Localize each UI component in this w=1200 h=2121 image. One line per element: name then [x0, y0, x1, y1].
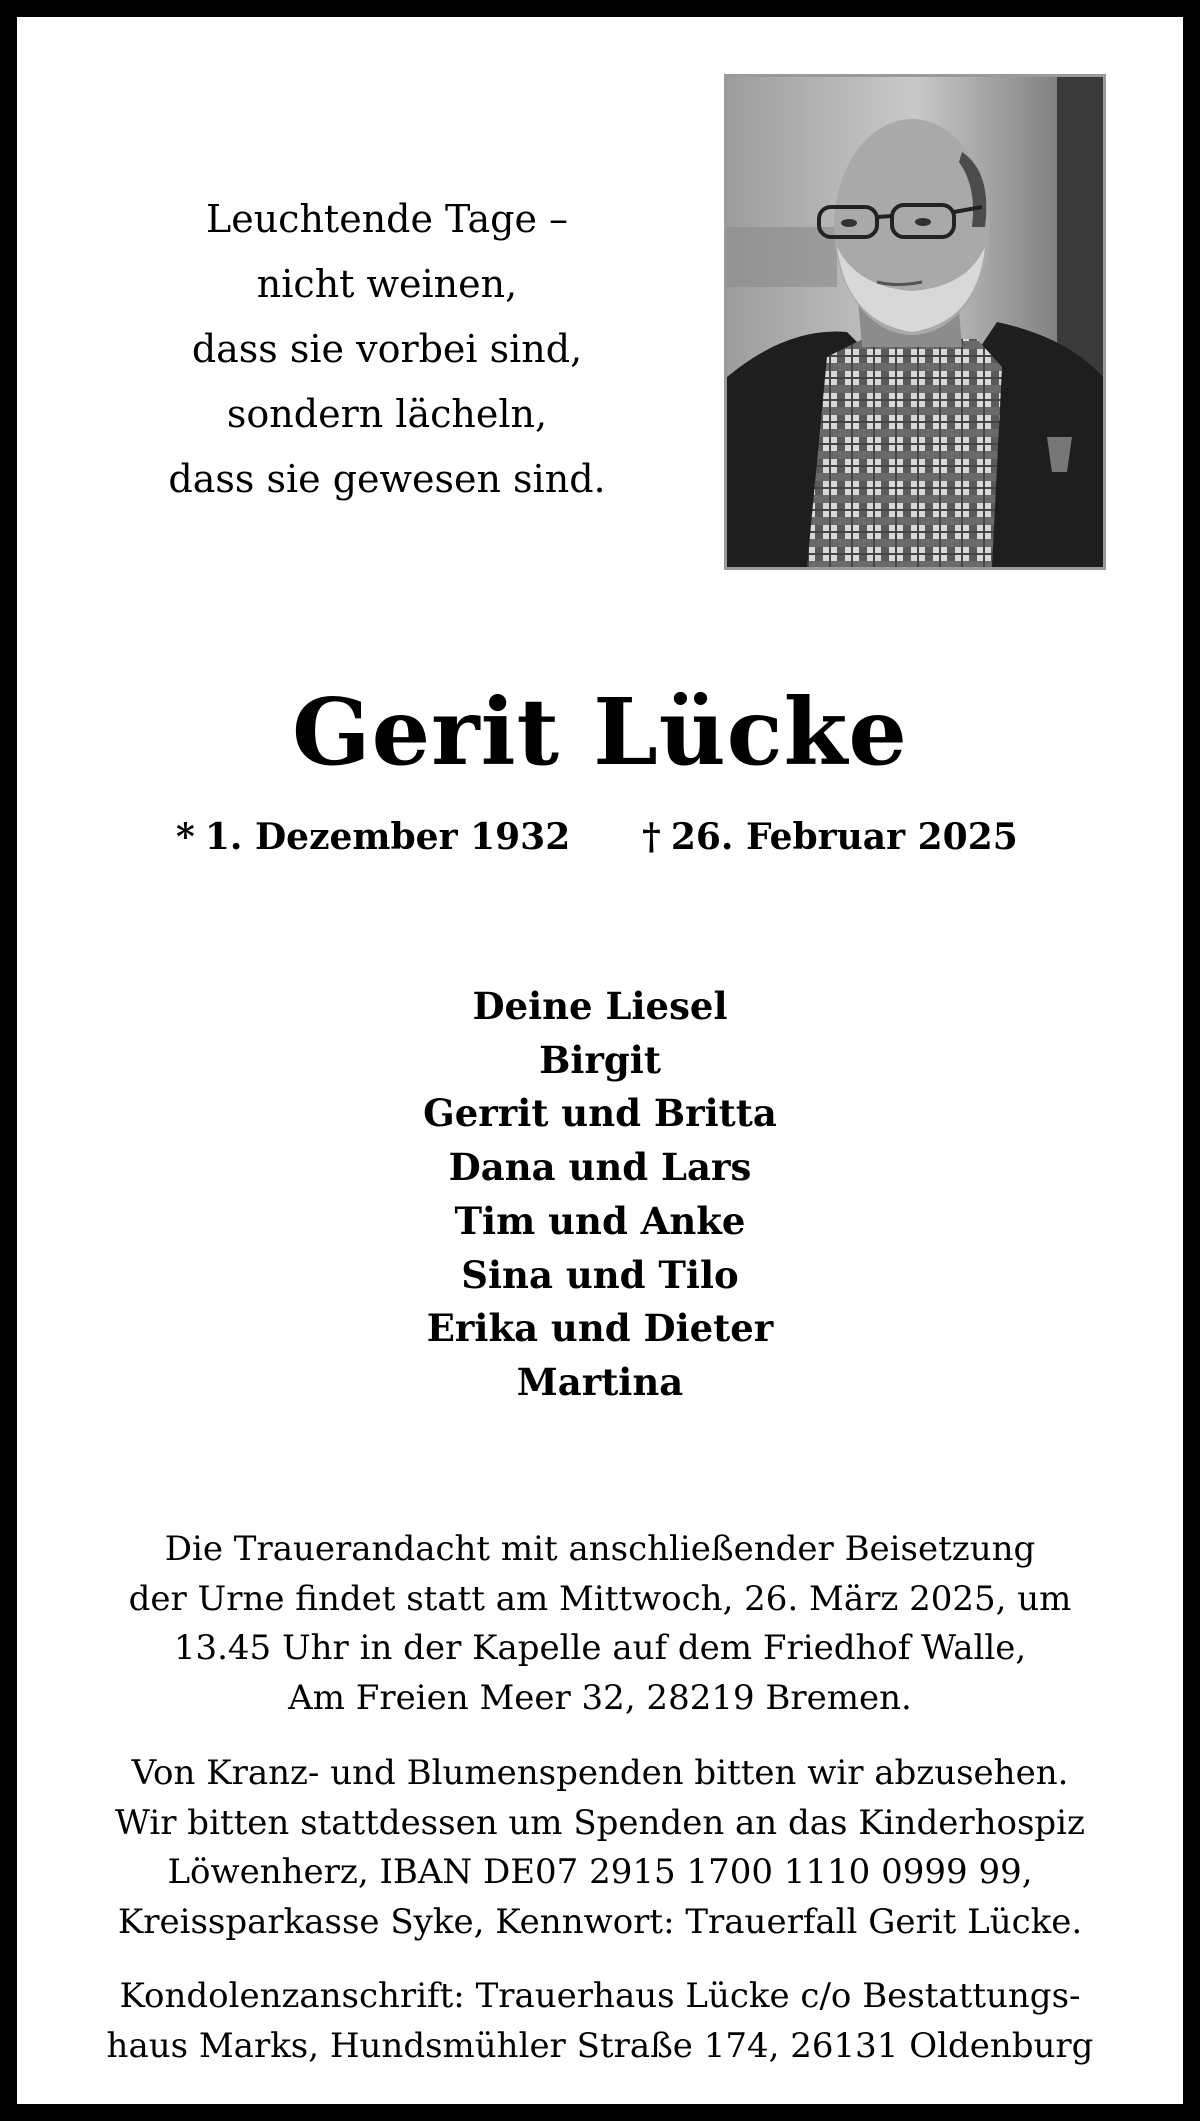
death-date — [642, 812, 1018, 862]
condolence-address — [37, 1972, 1163, 2071]
condolence-line: Kondolenzanschrift: Trauerhaus Lücke c/o Bestattungs- — [119, 1976, 1081, 2016]
family-member: Birgit — [539, 1037, 661, 1082]
donation-line: Von Kranz- und Blumenspenden bitten wir abzusehen. — [131, 1753, 1069, 1793]
condolence-line: haus Marks, Hundsmühler Straße 174, 26131 Oldenburg — [106, 2025, 1094, 2066]
quote-line: dass sie gewesen sind. — [168, 457, 606, 501]
death-date-text: 26. Februar 2025 — [670, 816, 1018, 858]
family-member: Dana und Lars — [448, 1145, 752, 1190]
obituary-notice — [17, 17, 1183, 2104]
family-member: Martina — [516, 1359, 684, 1404]
family-list — [17, 980, 1183, 1410]
quote-line: Leuchtende Tage – — [205, 197, 569, 241]
donation-line: Löwenherz, IBAN DE07 2915 1700 1110 0999 99, — [167, 1852, 1033, 1892]
service-line: Am Freien Meer 32, 28219 Bremen. — [288, 1677, 912, 1718]
family-member: Sina und Tilo — [461, 1252, 739, 1297]
service-line: Die Trauerandacht mit anschließender Beisetzung — [164, 1529, 1036, 1569]
memorial-quote — [127, 187, 647, 512]
portrait-photo — [724, 74, 1106, 570]
portrait-image — [727, 77, 1103, 567]
service-line: 13.45 Uhr in der Kapelle auf dem Friedhof Walle, — [173, 1628, 1027, 1668]
donation-line: Wir bitten stattdessen um Spenden an das Kinderhospiz — [115, 1802, 1085, 1843]
quote-line: nicht weinen, — [256, 262, 518, 306]
donation-info — [37, 1749, 1163, 1947]
death-cross-icon: † — [642, 816, 661, 858]
family-member: Gerrit und Britta — [423, 1091, 777, 1136]
birth-star-icon: * — [176, 816, 195, 858]
deceased-name: Gerit Lücke — [292, 678, 908, 786]
service-info — [37, 1525, 1163, 1723]
family-member: Deine Liesel — [472, 984, 728, 1028]
family-member: Erika und Dieter — [426, 1306, 774, 1351]
family-member: Tim und Anke — [454, 1198, 746, 1243]
quote-line: sondern lächeln, — [226, 392, 548, 436]
service-line: der Urne findet statt am Mittwoch, 26. März 2025, um — [128, 1578, 1072, 1619]
donation-line: Kreissparkasse Syke, Kennwort: Trauerfall Gerit Lücke. — [117, 1901, 1083, 1942]
birth-date — [176, 812, 570, 862]
quote-line: dass sie vorbei sind, — [191, 327, 583, 371]
birth-date-text: 1. Dezember 1932 — [204, 816, 571, 858]
